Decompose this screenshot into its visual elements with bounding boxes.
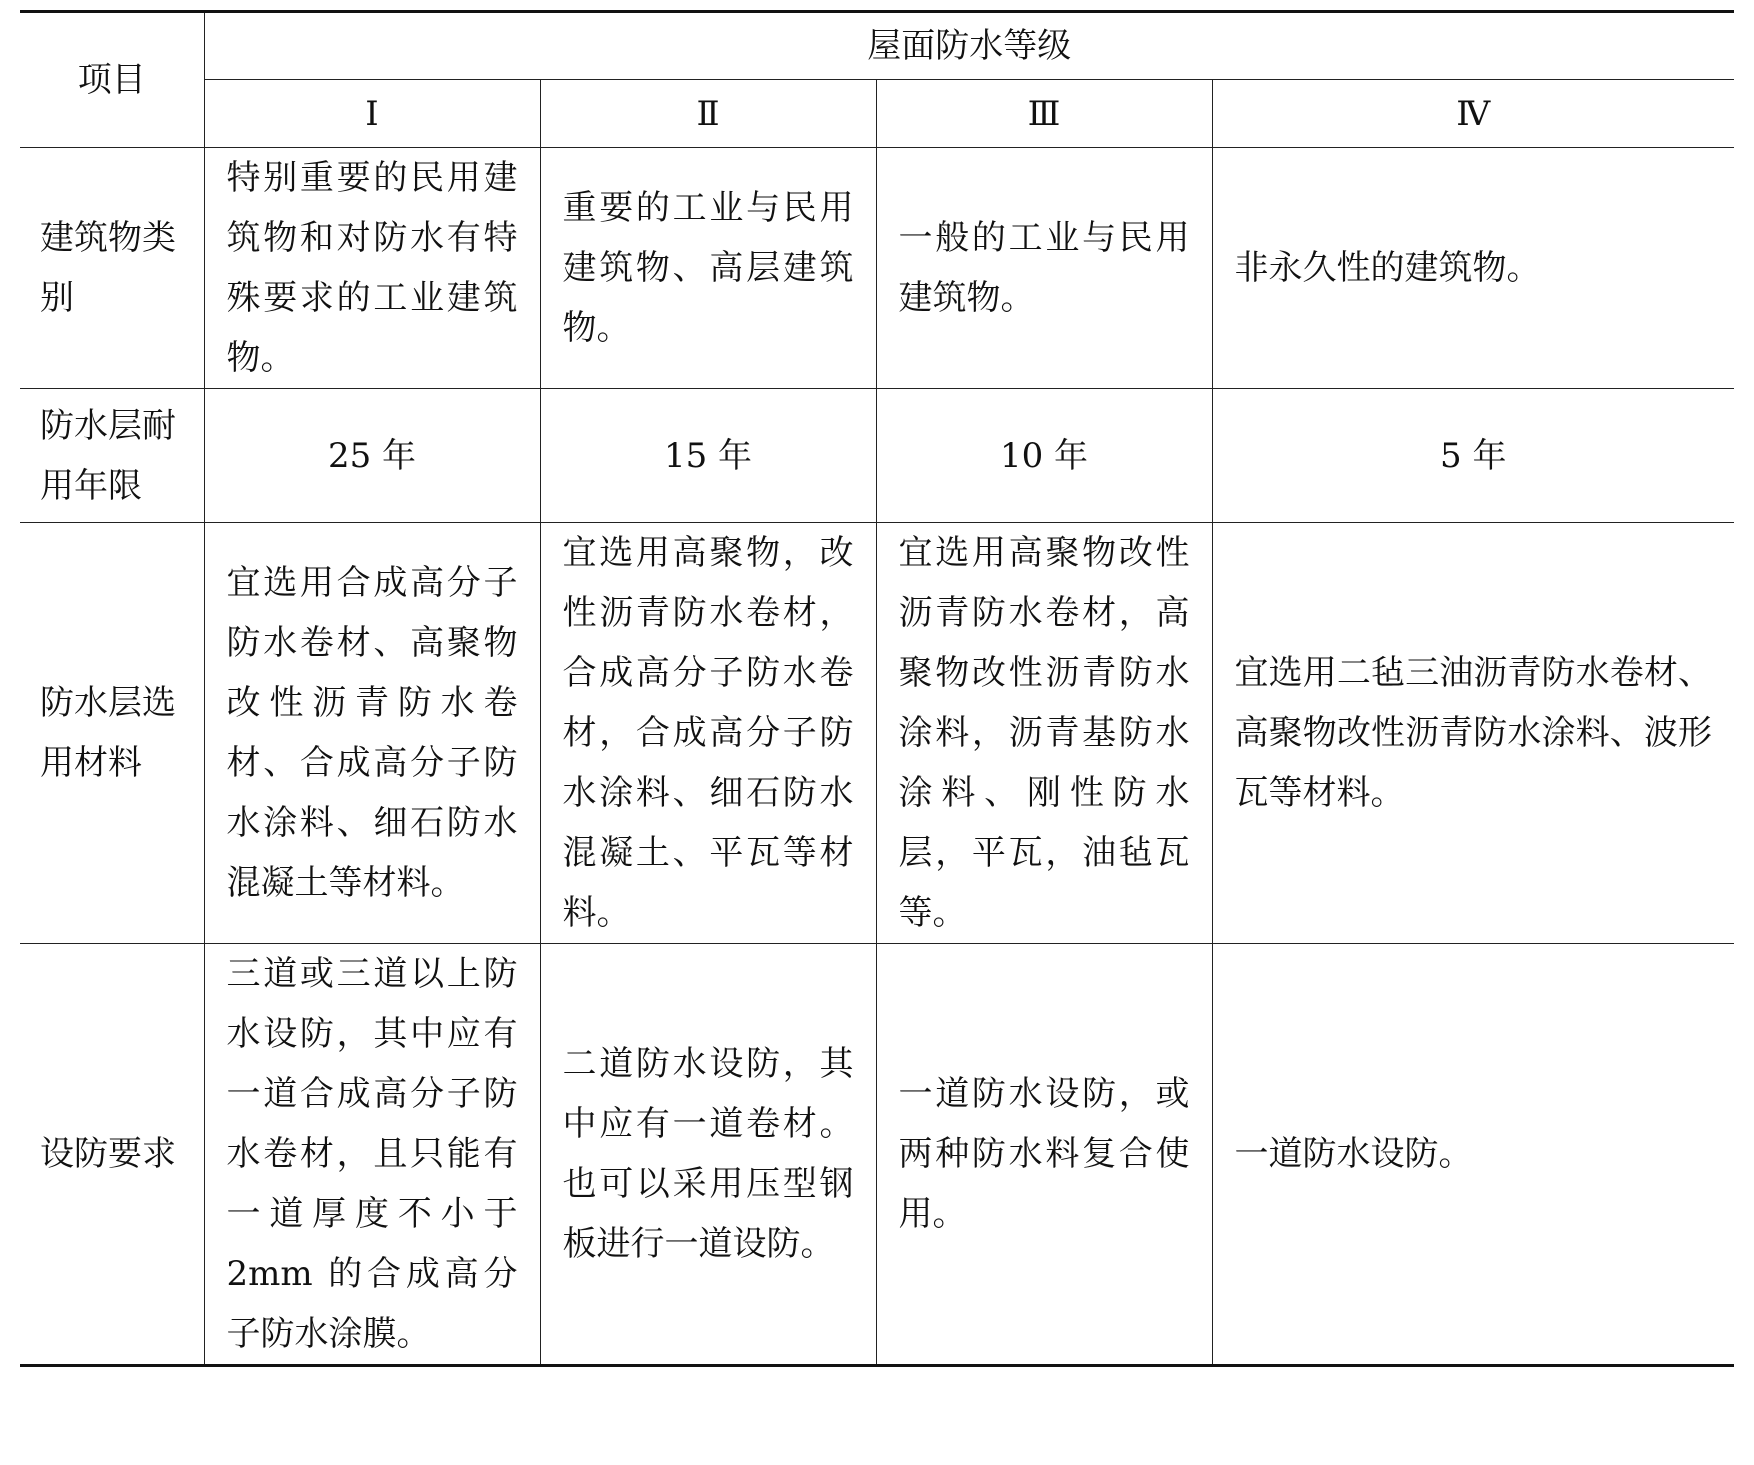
table-row [20, 148, 1734, 389]
table-cell: 重要的工业与民用建筑物、高层建筑物。 [540, 148, 876, 389]
header-grade-title: 屋面防水等级 [204, 12, 1734, 80]
table-row [20, 389, 1734, 523]
table-cell: 二道防水设防，其中应有一道卷材。也可以采用压型钢板进行一道设防。 [540, 944, 876, 1366]
table-cell: 特别重要的民用建筑物和对防水有特殊要求的工业建筑物。 [204, 148, 540, 389]
table-cell: 三道或三道以上防水设防，其中应有一道合成高分子防水卷材，且只能有一道厚度不小于 2mm 的合成高分子防水涂膜。 [204, 944, 540, 1366]
table-cell: 宜选用合成高分子防水卷材、高聚物改性沥青防水卷材、合成高分子防水涂料、细石防水混凝土等材料。 [204, 523, 540, 944]
header-row-2 [20, 80, 1734, 148]
table-cell: 一道防水设防，或两种防水料复合使用。 [876, 944, 1212, 1366]
row-label-service-life: 防水层耐用年限 [20, 389, 204, 523]
header-grade-1: Ⅰ [204, 80, 540, 148]
table-cell: 宜选用高聚物，改性沥青防水卷材，合成高分子防水卷材，合成高分子防水涂料、细石防水混凝土、平瓦等材料。 [540, 523, 876, 944]
row-label-requirements: 设防要求 [20, 944, 204, 1366]
table-cell: 5 年 [1212, 389, 1734, 523]
header-grade-2: Ⅱ [540, 80, 876, 148]
table-row [20, 523, 1734, 944]
header-row-1 [20, 12, 1734, 80]
table-cell: 非永久性的建筑物。 [1212, 148, 1734, 389]
header-item: 项目 [20, 12, 204, 148]
table-cell: 10 年 [876, 389, 1212, 523]
row-label-materials: 防水层选用材料 [20, 523, 204, 944]
table-cell: 宜选用二毡三油沥青防水卷材、高聚物改性沥青防水涂料、波形瓦等材料。 [1212, 523, 1734, 944]
table-row [20, 944, 1734, 1366]
table-cell: 一道防水设防。 [1212, 944, 1734, 1366]
header-grade-4: Ⅳ [1212, 80, 1734, 148]
table-cell: 25 年 [204, 389, 540, 523]
waterproof-grade-table [20, 10, 1734, 1367]
row-label-building-category: 建筑物类别 [20, 148, 204, 389]
table-cell: 一般的工业与民用建筑物。 [876, 148, 1212, 389]
header-grade-3: Ⅲ [876, 80, 1212, 148]
table-cell: 15 年 [540, 389, 876, 523]
table-cell: 宜选用高聚物改性沥青防水卷材，高聚物改性沥青防水涂料，沥青基防水涂料、刚性防水层，平瓦，油毡瓦等。 [876, 523, 1212, 944]
